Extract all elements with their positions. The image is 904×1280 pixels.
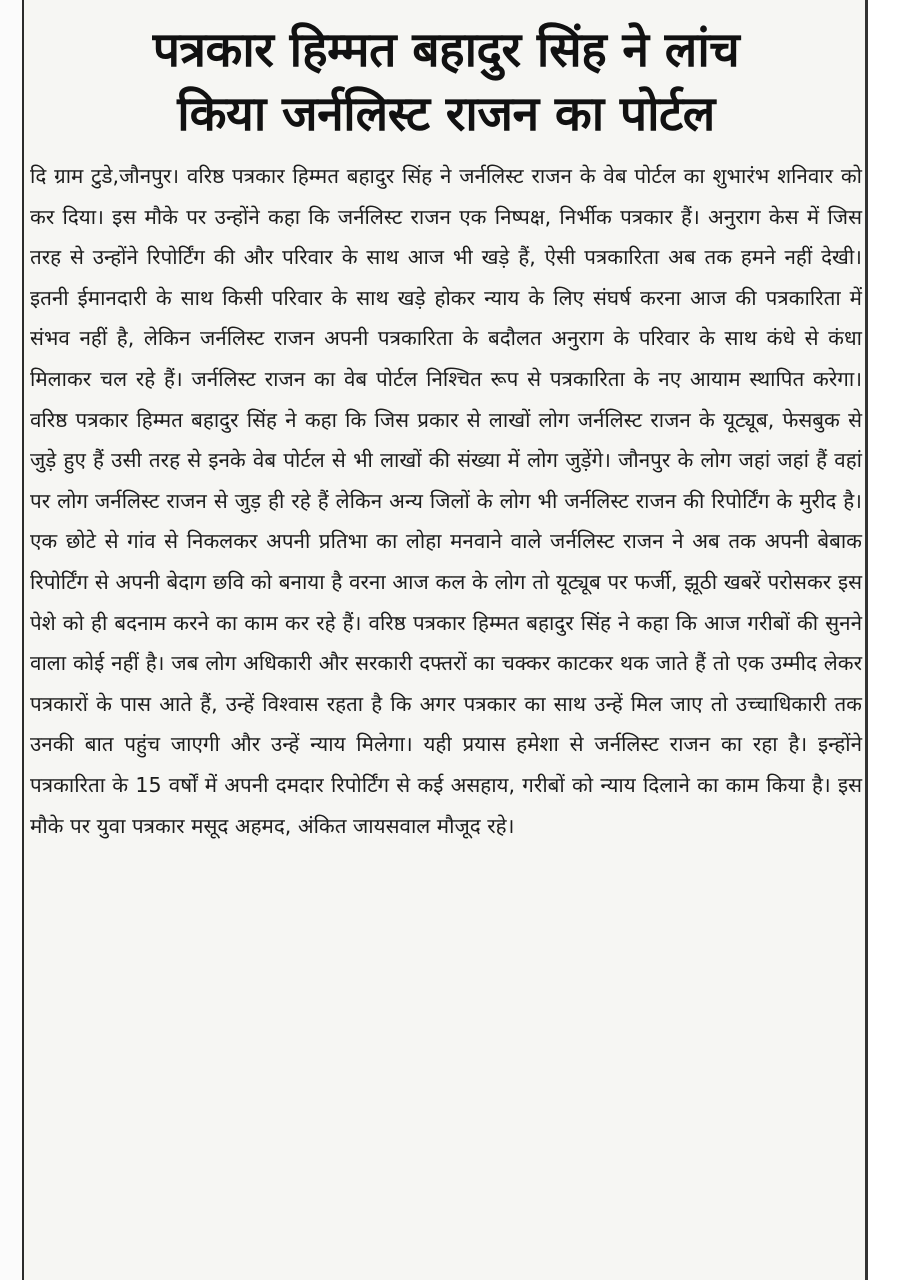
article-dateline: दि ग्राम टुडे,जौनपुर। <box>30 164 180 188</box>
headline-line-1: पत्रकार हिम्मत बहादुर सिंह ने लांच <box>152 22 740 78</box>
article-headline <box>30 18 862 146</box>
headline-line-2: किया जर्नलिस्ट राजन का पोर्टल <box>177 86 715 142</box>
article-body-text: वरिष्ठ पत्रकार हिम्मत बहादुर सिंह ने जर्नलिस्ट राजन के वेब पोर्टल का शुभारंभ शनिवार को कर दिया। इस मौके पर उन्होंने कहा कि जर्नलिस्ट राजन एक निष्पक्ष, निर्भीक पत्रकार हैं। अनुराग केस में जिस तरह से उन्होंने रिपोर्टिंग की और परिवार के साथ आज भी खड़े हैं, ऐसी पत्रकारिता अब तक हमने नहीं देखी। इतनी ईमानदारी के साथ किसी परिवार के साथ खड़े होकर न्याय के लिए संघर्ष करना आज की पत्रकारिता में संभव नहीं है, लेकिन जर्नलिस्ट राजन अपनी पत्रकारिता के बदौलत अनुराग के परिवार के साथ कंधे से कंधा मिलाकर चल रहे हैं। जर्नलिस्ट राजन का वेब पोर्टल निश्चित रूप से पत्रकारिता के नए आयाम स्थापित करेगा। वरिष्ठ पत्रकार हिम्मत बहादुर सिंह ने कहा कि जिस प्रकार से लाखों लोग जर्नलिस्ट राजन के यूट्यूब, फेसबुक से जुड़े हुए हैं उसी तरह से इनके वेब पोर्टल से भी लाखों की संख्या में लोग जुड़ेंगे। जौनपुर के लोग जहां जहां हैं वहां पर लोग जर्नलिस्ट राजन से जुड़ ही रहे हैं लेकिन अन्य जिलों के लोग भी जर्नलिस्ट राजन की रिपोर्टिंग के मुरीद है। एक छोटे से गांव से निकलकर अपनी प्रतिभा का लोहा मनवाने वाले जर्नलिस्ट राजन ने अब तक अपनी बेबाक रिपोर्टिंग से अपनी बेदाग छवि को बनाया है वरना आज कल के लोग तो यूट्यूब पर फर्जी, झूठी खबरें परोसकर इस पेशे को ही बदनाम करने का काम कर रहे हैं। वरिष्ठ पत्रकार हिम्मत बहादुर सिंह ने कहा कि आज गरीबों की सुनने वाला कोई नहीं है। जब लोग अधिकारी और सरकारी दफ्तरों का चक्कर काटकर थक जाते हैं तो एक उम्मीद लेकर पत्रकारों के पास आते हैं, उन्हें विश्वास रहता है कि अगर पत्रकार का साथ उन्हें मिल जाए तो उच्चाधिकारी तक उनकी बात पहुंच जाएगी और उन्हें न्याय मिलेगा। यही प्रयास हमेशा से जर्नलिस्ट राजन का रहा है। इन्होंने पत्रकारिता के 15 वर्षों में अपनी दमदार रिपोर्टिंग से कई असहाय, गरीबों को न्याय दिलाने का काम किया है। इस मौके पर युवा पत्रकार मसूद अहमद, अंकित जायसवाल मौजूद रहे। <box>30 164 863 838</box>
news-article <box>30 18 862 846</box>
article-body <box>30 156 862 846</box>
left-page-edge <box>0 0 24 1280</box>
right-page-edge <box>865 0 904 1280</box>
